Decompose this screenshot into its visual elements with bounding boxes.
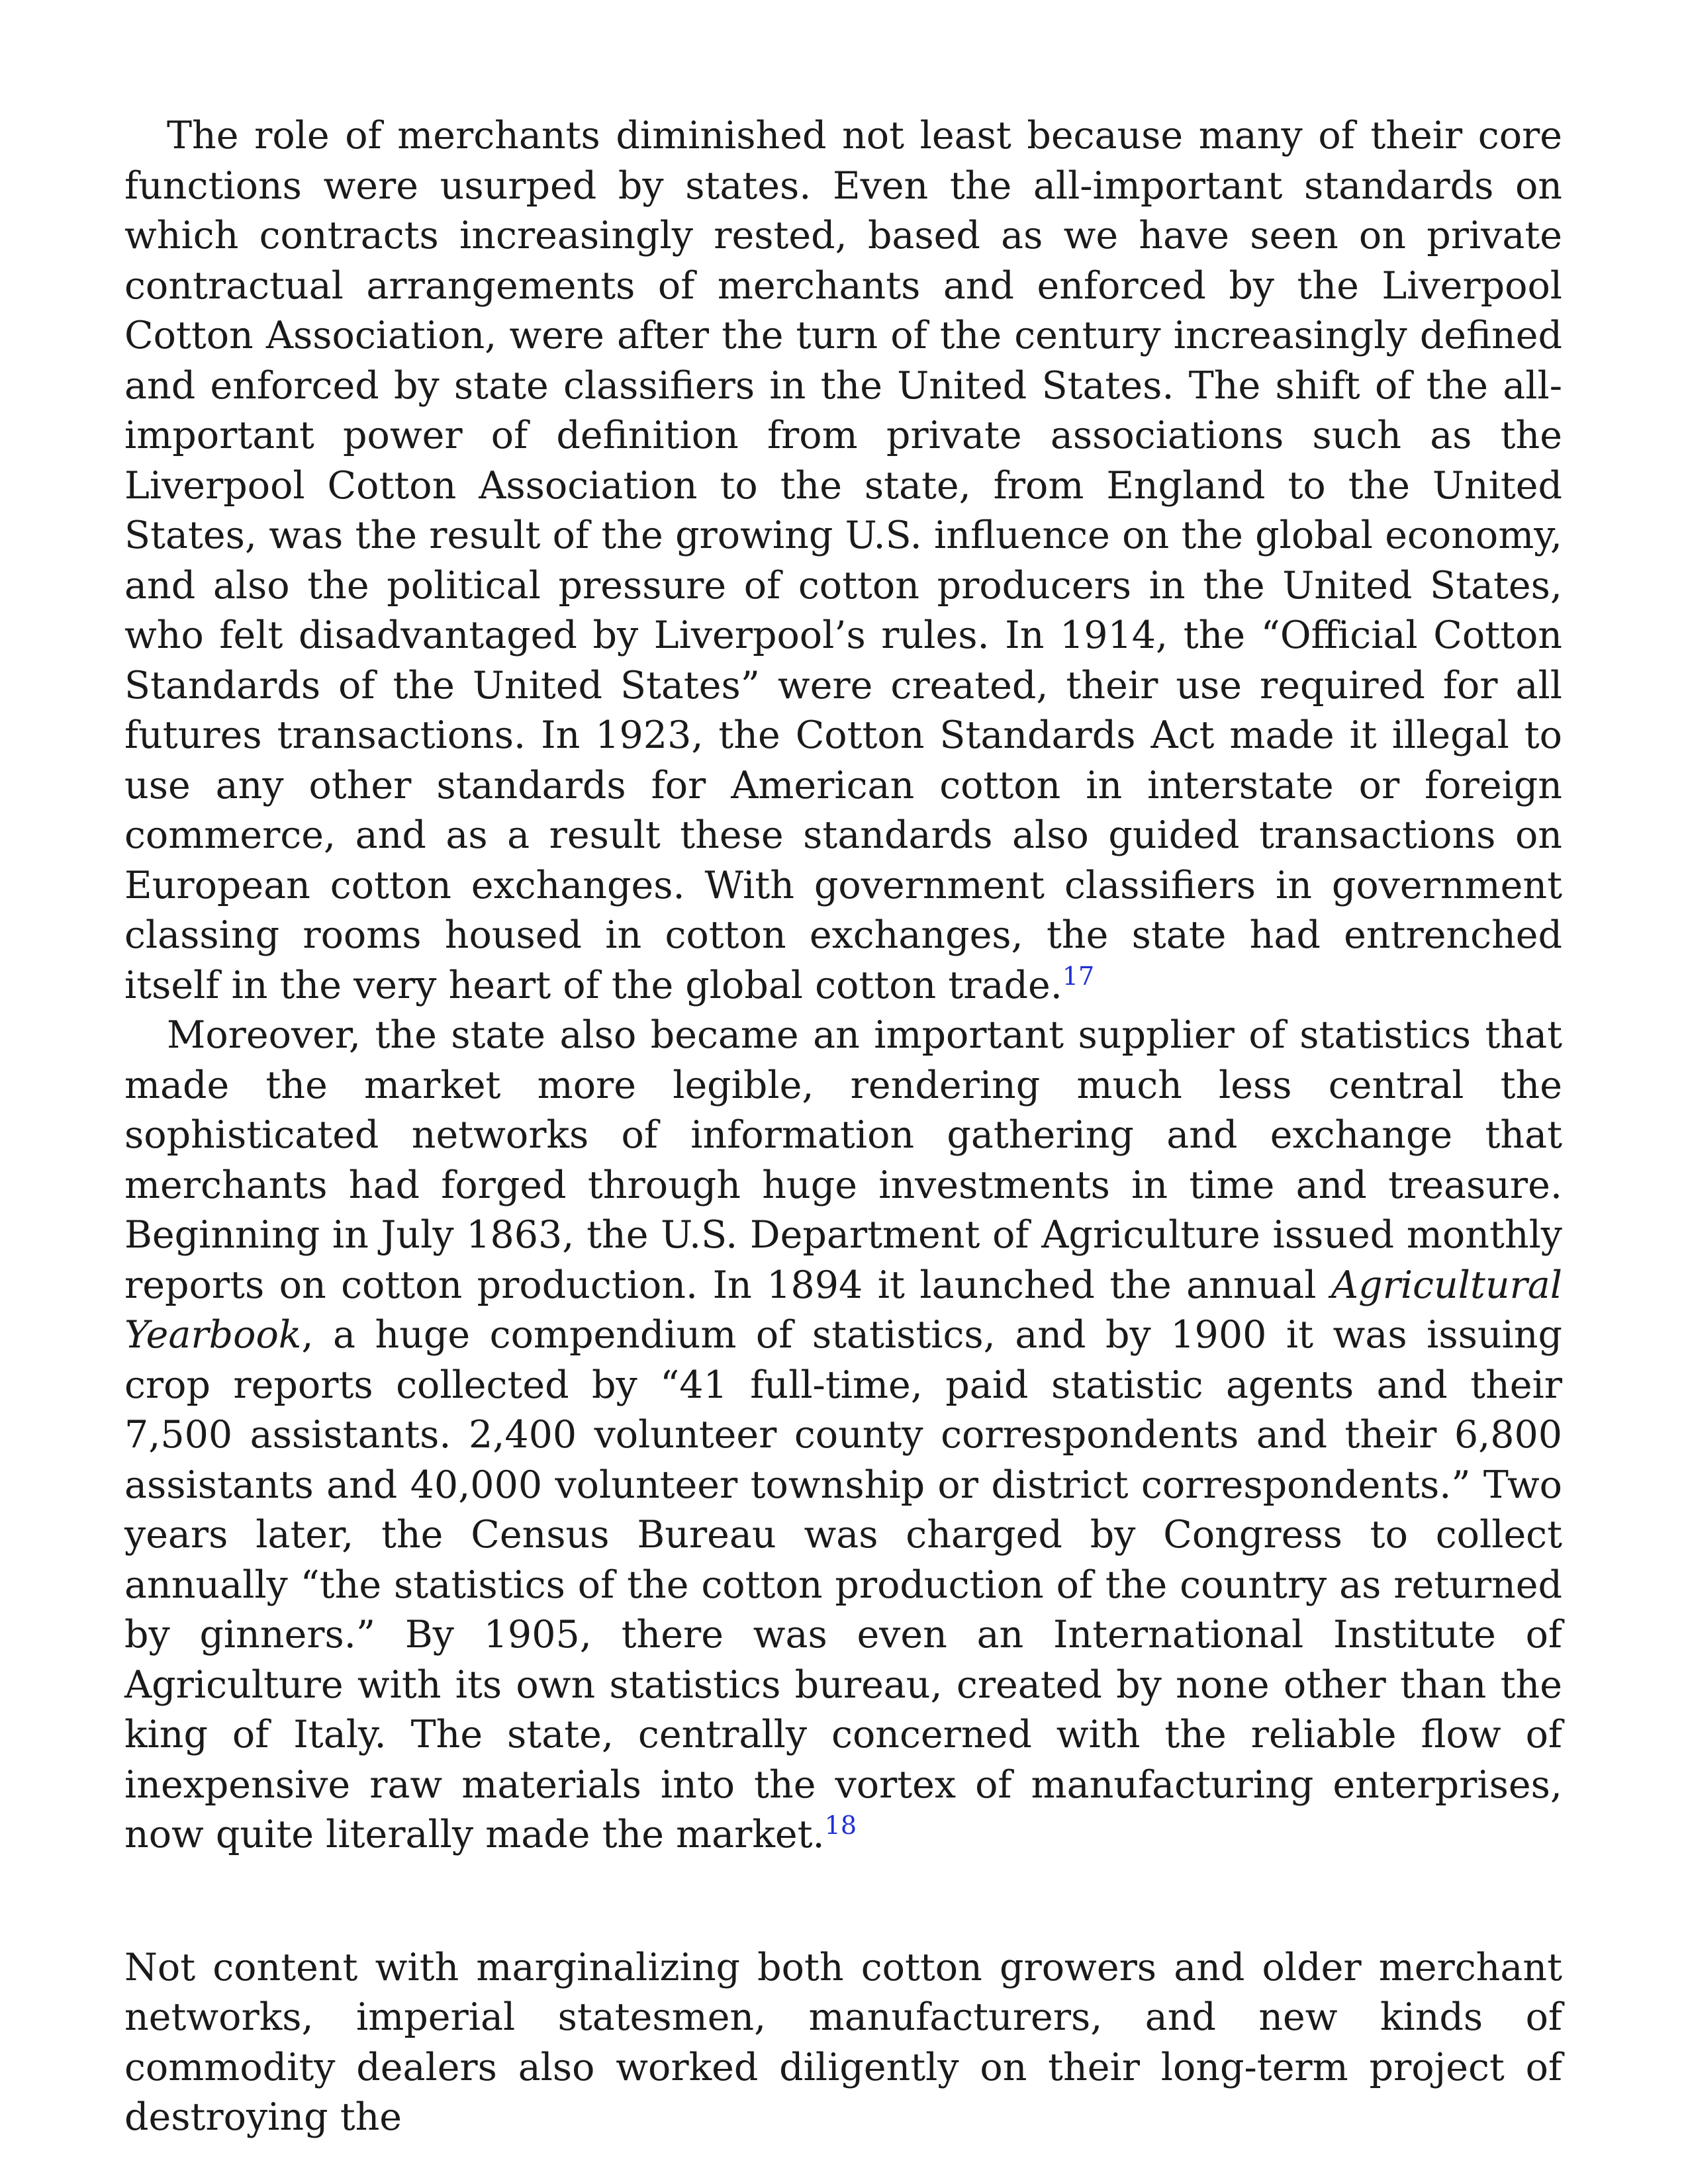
book-page (124, 111, 1562, 2143)
book-title-agricultural-yearbook: Agricultural Yearbook (124, 1263, 1562, 1357)
section-break (124, 1860, 1562, 1943)
paragraph-text: Moreover, the state also became an important supplier of statistics that made the market more legible, rendering much less central the sophisticated networks of information gathering and exchange that merchants had forged through huge investments in time and treasure. Beginning in July 1863, the U.S. Department of Agriculture issued monthly reports on cotton production. In 1894 it launched the annual (124, 1013, 1562, 1307)
paragraph-text: Not content with marginalizing both cotton growers and older merchant networks, imperial statesmen, manufacturers, and new kinds of commodity dealers also worked diligently on their long-term project of destroying the (124, 1945, 1562, 2139)
paragraph-new-section (124, 1943, 1562, 2143)
paragraph-text: The role of merchants diminished not least because many of their core functions were usurped by states. Even the all-important standards on which contracts increasingly rested, based as we have seen on private contractual arrangements of merchants and enforced by the Liverpool Cotton Association, were after the turn of the century increasingly defined and enforced by state classifiers in the United States. The shift of the all-important power of definition from private associations such as the Liverpool Cotton Association to the state, from England to the United States, was the result of the growing U.S. influence on the global economy, and also the political pressure of cotton producers in the United States, who felt disadvantaged by Liverpool’s rules. In 1914, the “Official Cotton Standards of the United States” were created, their use required for all futures transactions. In 1923, the Cotton Standards Act made it illegal to use any other standards for American cotton in interstate or foreign commerce, and as a result these standards also guided transactions on European cotton exchanges. With government classifiers in government classing rooms housed in cotton exchanges, the state had entrenched itself in the very heart of the global cotton trade. (124, 114, 1562, 1007)
footnote-link-17[interactable]: 17 (1062, 961, 1095, 991)
paragraph-state-statistics (124, 1011, 1562, 1860)
paragraph-state-standards (124, 111, 1562, 1011)
paragraph-text: , a huge compendium of statistics, and by 1900 it was issuing crop reports collected by “41 full-time, paid statistic agents and their 7,500 assistants. 2,400 volunteer county correspondents and their 6,800 assistants and 40,000 volunteer township or district correspondents.” Two years later, the Census Bureau was charged by Congress to collect annually “the statistics of the cotton production of the country as returned by ginners.” By 1905, there was even an International Institute of Agriculture with its own statistics bureau, created by none other than the king of Italy. The state, centrally concerned with the reliable flow of inexpensive raw materials into the vortex of manufacturing enterprises, now quite literally made the market. (124, 1313, 1562, 1856)
footnote-link-18[interactable]: 18 (824, 1811, 857, 1840)
